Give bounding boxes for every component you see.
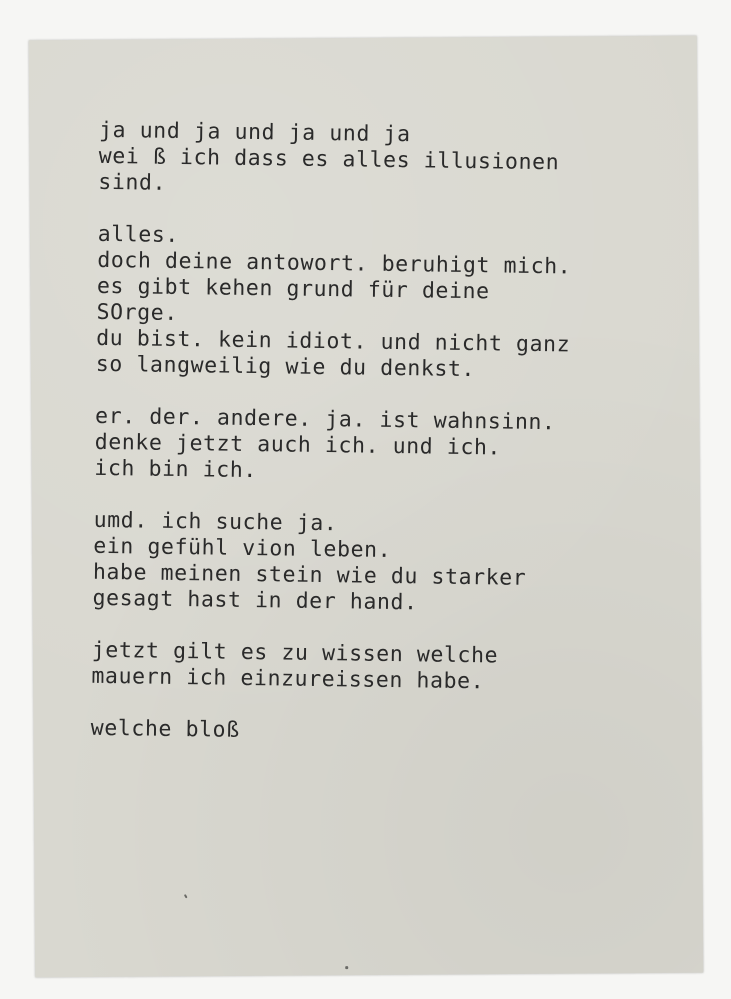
poem-line: habe meinen stein wie du starker [92,559,527,591]
poem-line: alles. [97,221,180,248]
stanza [96,222,688,386]
poem-line: wei ß ich dass es alles illusionen [98,143,560,176]
poem-line: ja und ja und ja und ja [98,117,411,148]
poem-line: gesagt hast in der hand. [92,585,418,616]
poem-line: sind. [98,169,167,196]
poem-line: es gibt kehen grund für deine [96,273,490,305]
poem-line: ich bin ich. [94,455,258,484]
stanza [91,716,681,750]
paper-speck [345,966,348,969]
poem-line: du bist. kein idiot. und nicht ganz [96,325,571,358]
poem-line: er. der. andere. ja. ist wahnsinn. [94,403,556,436]
poem-line: denke jetzt auch ich. und ich. [94,429,502,461]
poem-line: doch deine antowort. beruhigt mich. [97,247,572,280]
poem-line: ein gefühl vion leben. [93,533,392,563]
poem-line: welche bloß [90,715,240,743]
poem-line: mauern ich einzureissen habe. [91,663,485,695]
typewritten-poem [90,118,689,776]
poem-line: jetzt gilt es zu wissen welche [91,637,499,669]
stanza [98,118,689,204]
poem-line: so langweilig wie du denkst. [95,351,476,383]
poem-line: umd. ich suche ja. [93,507,338,537]
stanza [92,508,683,620]
typewritten-page [29,36,704,978]
paper-speck [184,894,188,898]
stanza [91,638,682,698]
poem-line: SOrge. [96,299,178,326]
stanza [94,404,685,490]
